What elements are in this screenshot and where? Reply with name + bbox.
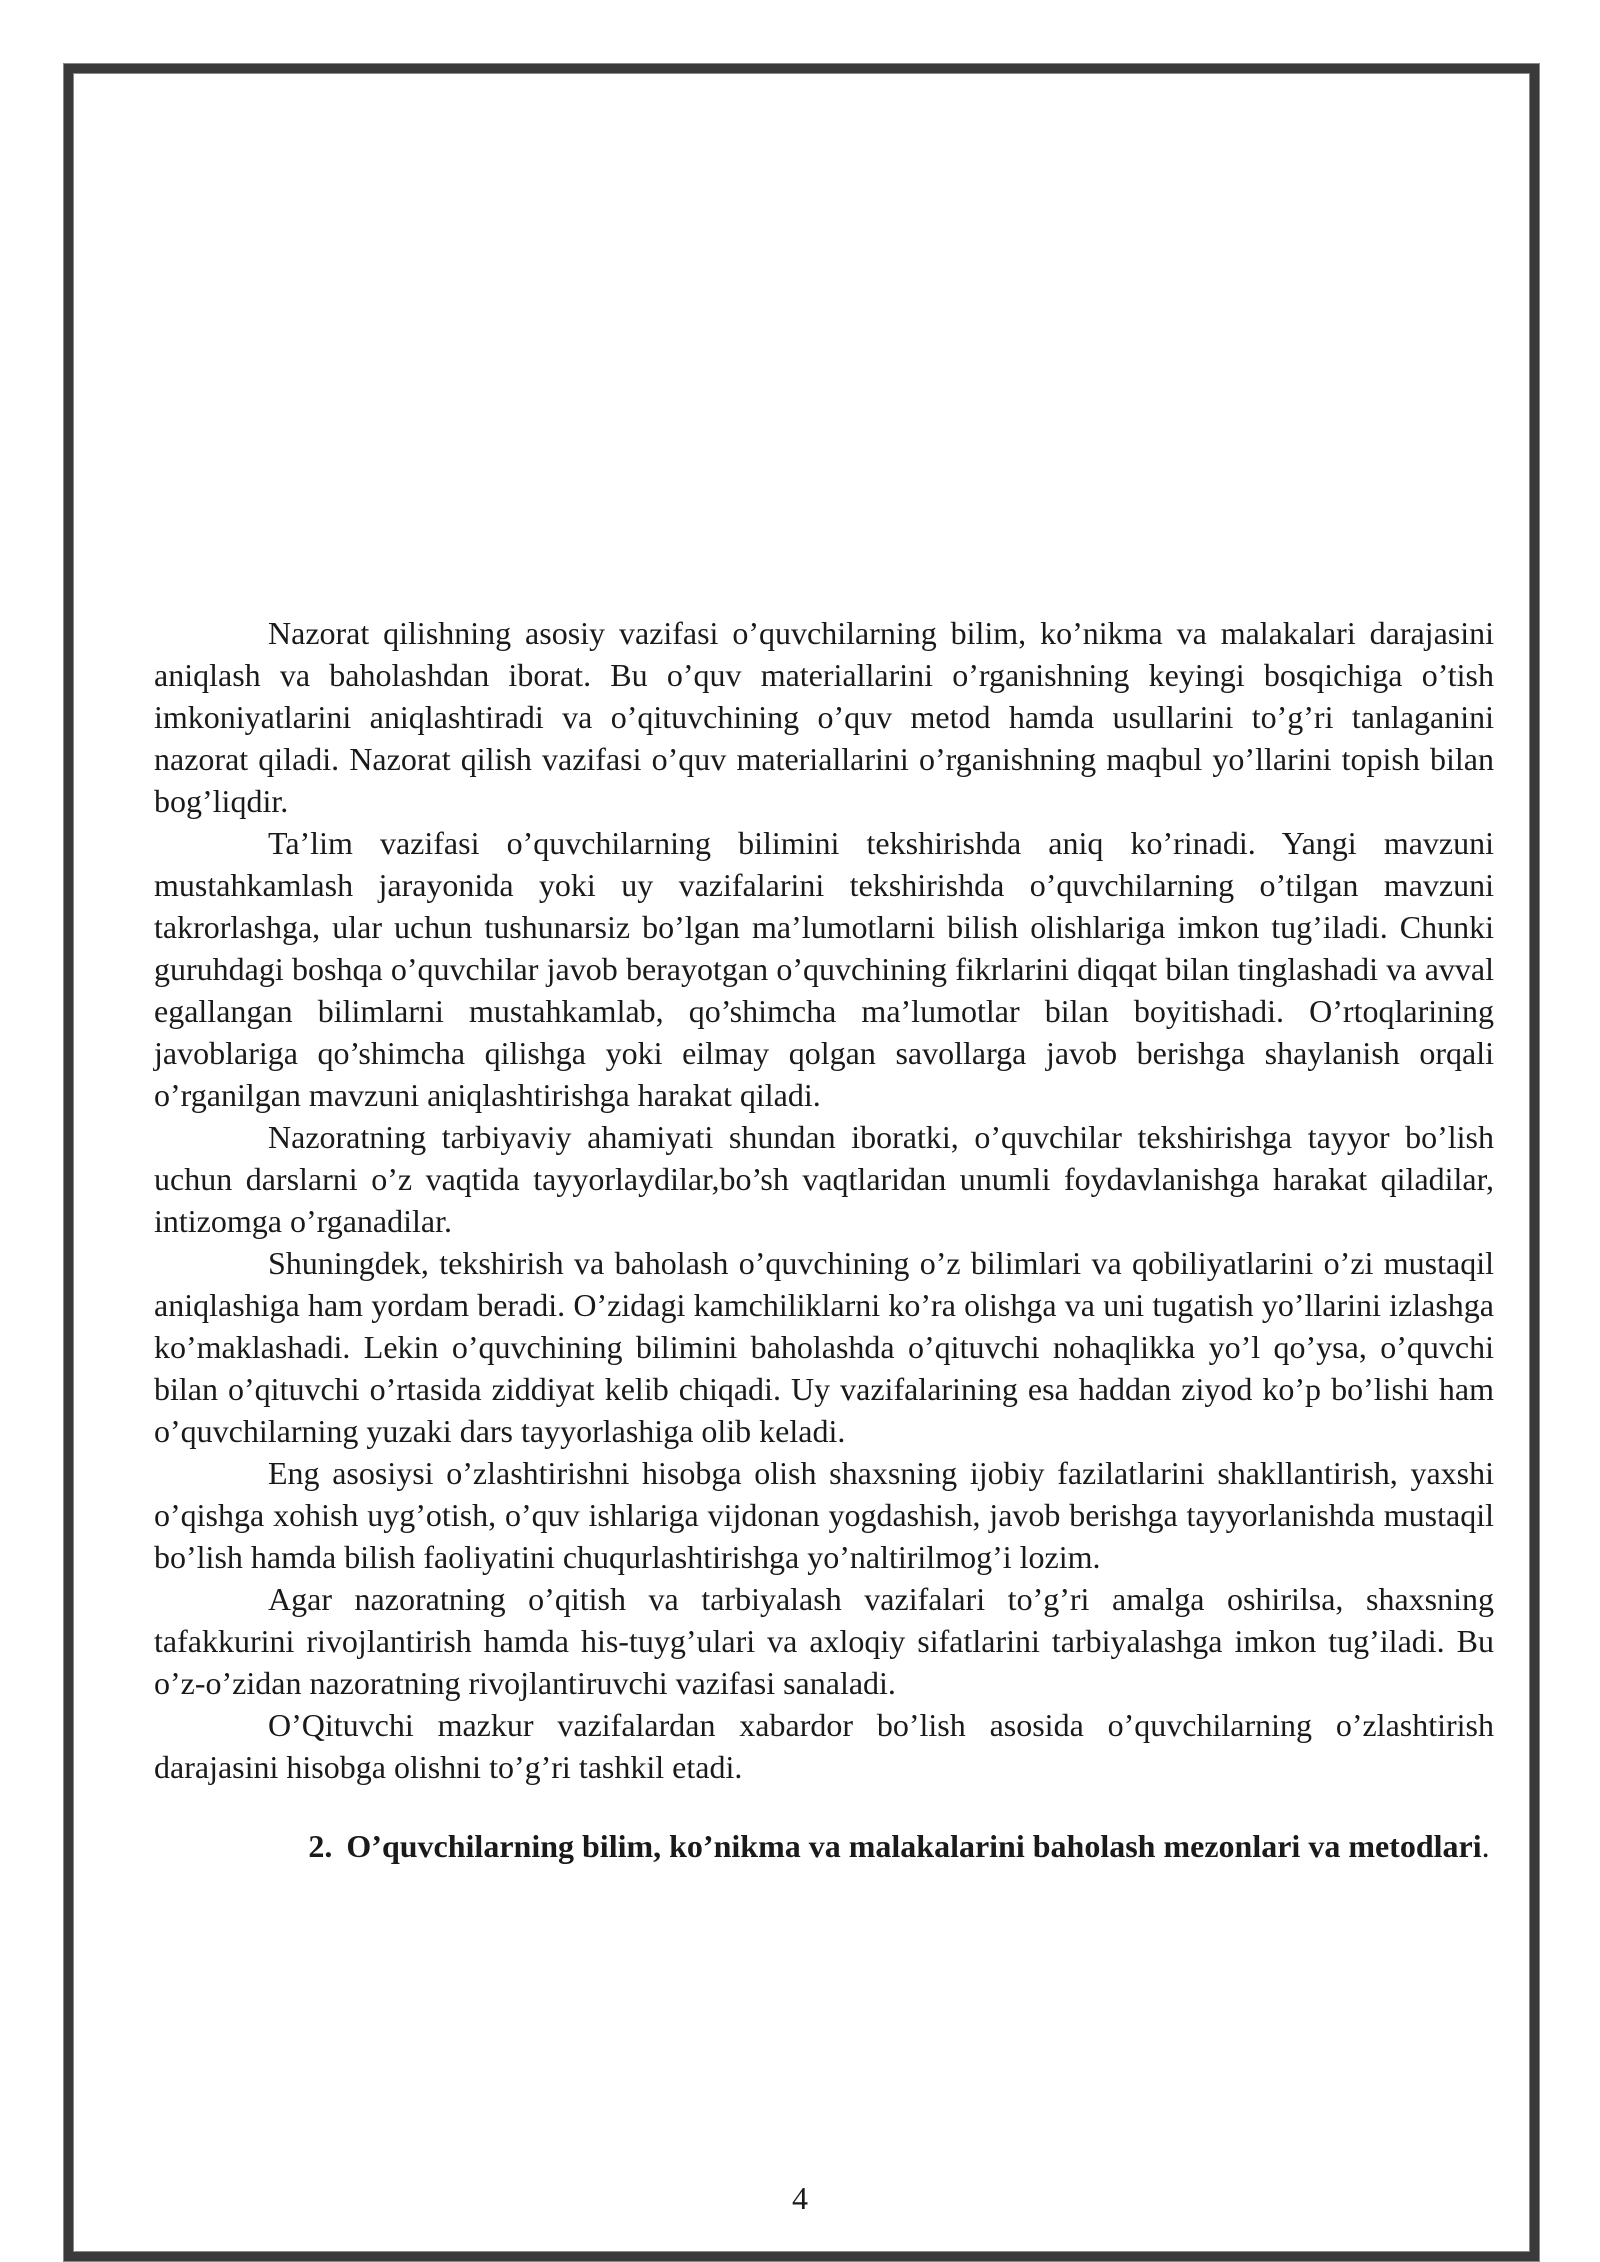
- page-number: 4: [792, 2180, 808, 2216]
- section-heading: [154, 1824, 1494, 1868]
- document-body: [154, 612, 1494, 1868]
- section-number: 2.: [308, 1828, 333, 1864]
- paragraph-4: Shuningdek, tekshirish va baholash o’quvchining o’z bilimlari va qobiliyatlarini o’zi mustaqil aniqlashiga ham yordam beradi. O’zidagi kamchiliklarni ko’ra olishga va uni tugatish yo’llarini izlashga ko’maklashadi. Lekin o’quvchining bilimini baholashda o’qituvchi nohaqlikka yo’l qo’ysa, o’quvchi bilan o’qituvchi o’rtasida ziddiyat kelib chiqadi. Uy vazifalarining esa haddan ziyod ko’p bo’lishi ham o’quvchilarning yuzaki dars tayyorlashiga olib keladi.: [154, 1245, 1494, 1449]
- section-title-period: .: [1481, 1828, 1490, 1864]
- paragraph-1: Nazorat qilishning asosiy vazifasi o’quvchilarning bilim, ko’nikma va malakalari darajasini aniqlash va baholashdan iborat. Bu o’quv materiallarini o’rganishning keyingi bosqichiga o’tish imkoniyatlarini aniqlashtiradi va o’qituvchining o’quv metod hamda usullarini to’g’ri tanlaganini nazorat qiladi. Nazorat qilish vazifasi o’quv materiallarini o’rganishning maqbul yo’llarini topish bilan bog’liqdir.: [154, 615, 1494, 819]
- paragraph-6: Agar nazoratning o’qitish va tarbiyalash vazifalari to’g’ri amalga oshirilsa, shaxsning tafakkurini rivojlantirish hamda his-tuyg’ulari va axloqiy sifatlarini tarbiyalashga imkon tug’iladi. Bu o’z-o’zidan nazoratning rivojlantiruvchi vazifasi sanaladi.: [154, 1581, 1494, 1701]
- section-title: O’quvchilarning bilim, ko’nikma va malakalarini baholash mezonlari va metodlari: [346, 1828, 1482, 1864]
- paragraph-2: Ta’lim vazifasi o’quvchilarning bilimini tekshirishda aniq ko’rinadi. Yangi mavzuni mustahkamlash jarayonida yoki uy vazifalarini tekshirishda o’quvchilarning o’tilgan mavzuni takrorlashga, ular uchun tushunarsiz bo’lgan ma’lumotlarni bilish olishlariga imkon tug’iladi. Chunki guruhdagi boshqa o’quvchilar javob berayotgan o’quvchining fikrlarini diqqat bilan tinglashadi va avval egallangan bilimlarni mustahkamlab, qo’shimcha ma’lumotlar bilan boyitishadi. O’rtoqlarining javoblariga qo’shimcha qilishga yoki eilmay qolgan savollarga javob berishga shaylanish orqali o’rganilgan mavzuni aniqlashtirishga harakat qiladi.: [154, 825, 1494, 1113]
- paragraph-5: Eng asosiysi o’zlashtirishni hisobga olish shaxsning ijobiy fazilatlarini shakllantirish, yaxshi o’qishga xohish uyg’otish, o’quv ishlariga vijdonan yogdashish, javob berishga tayyorlanishda mustaqil bo’lish hamda bilish faoliyatini chuqurlashtirishga yo’naltirilmog’i lozim.: [154, 1455, 1494, 1575]
- paragraph-3: Nazoratning tarbiyaviy ahamiyati shundan iboratki, o’quvchilar tekshirishga tayyor bo’lish uchun darslarni o’z vaqtida tayyorlaydilar,bo’sh vaqtlaridan unumli foydavlanishga harakat qiladilar, intizomga o’rganadilar.: [154, 1119, 1494, 1239]
- paragraph-7: O’Qituvchi mazkur vazifalardan xabardor bo’lish asosida o’quvchilarning o’zlashtirish darajasini hisobga olishni to’g’ri tashkil etadi.: [154, 1707, 1494, 1785]
